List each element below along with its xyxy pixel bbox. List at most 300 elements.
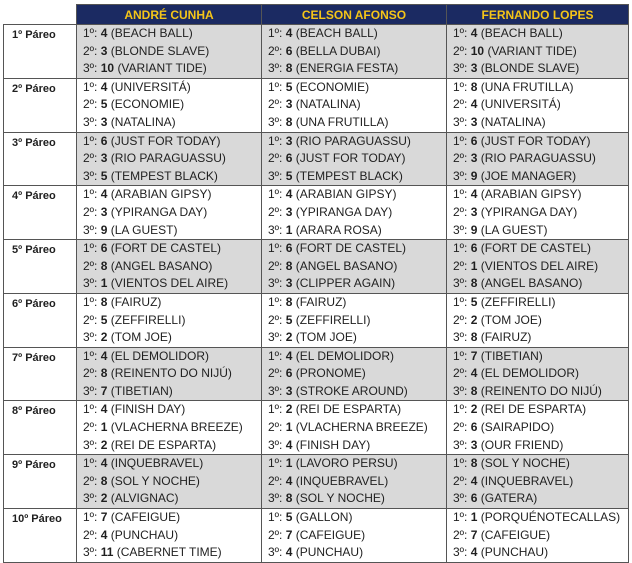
horse-name: (REINENTO DO NIJÚ) <box>110 366 232 381</box>
pick-position: 2º: <box>268 204 283 219</box>
picks-cell-andre-cunha <box>77 186 262 240</box>
pick-number: 9 <box>100 222 108 237</box>
pick-line <box>77 96 261 114</box>
pick-line <box>77 544 261 562</box>
pick-line <box>262 348 446 366</box>
pick-number: 1 <box>470 510 478 525</box>
column-header-celson-afonso: CELSON AFONSO <box>262 5 447 25</box>
horse-name: (BLONDE SLAVE) <box>480 61 580 76</box>
pick-position: 2º: <box>453 420 468 435</box>
pick-line <box>77 150 261 168</box>
horse-name: (REINENTO DO NIJÚ) <box>480 383 602 398</box>
horse-name: (FINISH DAY) <box>110 402 186 417</box>
pick-position: 3º: <box>268 222 283 237</box>
horse-name: (BELLA DUBAI) <box>295 43 381 58</box>
pick-number: 1 <box>100 420 108 435</box>
pick-number: 8 <box>100 294 108 309</box>
race-row <box>4 186 629 240</box>
horse-name: (TOM JOE) <box>295 330 357 345</box>
horse-name: (SOL Y NOCHE) <box>110 473 200 488</box>
picks-cell-andre-cunha <box>77 293 262 347</box>
horse-name: (PUNCHAU) <box>110 527 179 542</box>
pick-number: 1 <box>285 222 293 237</box>
pick-position: 3º: <box>268 437 283 452</box>
pick-number: 6 <box>100 241 108 256</box>
pick-line <box>77 43 261 61</box>
race-row <box>4 293 629 347</box>
pick-number: 9 <box>470 222 478 237</box>
pick-position: 1º: <box>83 402 98 417</box>
horse-name: (YPIRANGA DAY) <box>480 204 578 219</box>
pick-line <box>77 204 261 222</box>
horse-name: (FAIRUZ) <box>480 330 532 345</box>
pick-line <box>262 79 446 97</box>
horse-name: (ENERGIA FESTA) <box>295 61 399 76</box>
pick-position: 3º: <box>83 437 98 452</box>
header-corner <box>4 5 77 25</box>
picks-cell-andre-cunha <box>77 240 262 294</box>
picks-cell-celson-afonso <box>262 186 447 240</box>
pick-line <box>262 114 446 132</box>
pick-position: 2º: <box>83 151 98 166</box>
pick-position: 2º: <box>453 151 468 166</box>
horse-name: (NATALINA) <box>295 97 361 112</box>
horse-name: (LA GUEST) <box>480 222 548 237</box>
pick-number: 5 <box>100 168 108 183</box>
pick-position: 2º: <box>83 97 98 112</box>
horse-name: (PUNCHAU) <box>480 545 549 560</box>
pick-number: 4 <box>100 456 108 471</box>
pick-line <box>262 96 446 114</box>
pick-line <box>447 222 628 240</box>
pick-line <box>262 60 446 78</box>
pick-line <box>447 490 628 508</box>
pick-line <box>447 25 628 43</box>
horse-name: (CABERNET TIME) <box>116 545 222 560</box>
pick-position: 1º: <box>453 79 468 94</box>
horse-name: (INQUEBRAVEL) <box>295 473 389 488</box>
horse-name: (FAIRUZ) <box>110 294 162 309</box>
picks-cell-celson-afonso <box>262 25 447 79</box>
pick-line <box>262 455 446 473</box>
horse-name: (ANGEL BASANO) <box>110 258 213 273</box>
pick-line <box>447 312 628 330</box>
tips-table <box>3 4 629 563</box>
pick-line <box>77 490 261 508</box>
pick-line <box>262 275 446 293</box>
pick-position: 1º: <box>83 348 98 363</box>
pick-position: 1º: <box>83 187 98 202</box>
pick-number: 8 <box>100 473 108 488</box>
pick-number: 7 <box>100 383 108 398</box>
pick-position: 1º: <box>83 241 98 256</box>
pick-position: 1º: <box>453 26 468 40</box>
pick-position: 3º: <box>83 545 98 560</box>
horse-name: (JOE MANAGER) <box>480 168 577 183</box>
picks-cell-celson-afonso <box>262 240 447 294</box>
horse-name: (VIENTOS DEL AIRE) <box>110 276 229 291</box>
pick-position: 2º: <box>268 312 283 327</box>
pick-position: 2º: <box>83 420 98 435</box>
picks-cell-andre-cunha <box>77 509 262 563</box>
horse-name: (RIO PARAGUASSU) <box>295 133 411 148</box>
pick-line <box>77 473 261 491</box>
horse-name: (EL DEMOLIDOR) <box>480 366 579 381</box>
pick-number: 8 <box>285 294 293 309</box>
horse-name: (INQUEBRAVEL) <box>480 473 574 488</box>
pick-number: 8 <box>470 456 478 471</box>
pick-line <box>262 186 446 204</box>
pick-position: 2º: <box>268 527 283 542</box>
pick-line <box>447 204 628 222</box>
pick-number: 3 <box>100 43 108 58</box>
pick-number: 6 <box>285 151 293 166</box>
pick-position: 2º: <box>453 312 468 327</box>
horse-name: (RIO PARAGUASSU) <box>480 151 596 166</box>
horse-name: (FORT DE CASTEL) <box>295 241 407 256</box>
pick-line <box>447 150 628 168</box>
picks-cell-fernando-lopes <box>447 78 629 132</box>
horse-name: (FORT DE CASTEL) <box>110 241 222 256</box>
pick-line <box>447 43 628 61</box>
horse-name: (BEACH BALL) <box>295 26 378 40</box>
picks-cell-celson-afonso <box>262 293 447 347</box>
pick-number: 8 <box>285 491 293 506</box>
pick-line <box>447 419 628 437</box>
horse-name: (ARARA ROSA) <box>295 222 382 237</box>
pick-position: 1º: <box>268 348 283 363</box>
pick-line <box>447 258 628 276</box>
horse-name: (EL DEMOLIDOR) <box>295 348 394 363</box>
pick-position: 3º: <box>453 61 468 76</box>
pick-number: 5 <box>285 79 293 94</box>
race-label: 4º Páreo <box>4 186 77 240</box>
pick-number: 4 <box>100 348 108 363</box>
pick-number: 2 <box>470 312 478 327</box>
pick-position: 1º: <box>268 79 283 94</box>
pick-line <box>447 401 628 419</box>
pick-line <box>262 133 446 151</box>
pick-line <box>77 383 261 401</box>
picks-cell-andre-cunha <box>77 78 262 132</box>
picks-cell-celson-afonso <box>262 347 447 401</box>
horse-name: (ECONOMIE) <box>110 97 185 112</box>
pick-line <box>77 312 261 330</box>
pick-number: 5 <box>100 312 108 327</box>
race-label: 5º Páreo <box>4 240 77 294</box>
pick-number: 3 <box>470 61 478 76</box>
pick-position: 1º: <box>453 187 468 202</box>
pick-number: 1 <box>285 420 293 435</box>
pick-number: 5 <box>285 312 293 327</box>
pick-position: 2º: <box>268 43 283 58</box>
horse-name: (ARABIAN GIPSY) <box>480 187 582 202</box>
pick-position: 3º: <box>268 491 283 506</box>
pick-line <box>262 258 446 276</box>
horse-name: (ARABIAN GIPSY) <box>110 187 212 202</box>
race-label: 6º Páreo <box>4 293 77 347</box>
horse-name: (VIENTOS DEL AIRE) <box>480 258 599 273</box>
pick-number: 3 <box>285 133 293 148</box>
pick-position: 2º: <box>453 97 468 112</box>
pick-line <box>262 401 446 419</box>
horse-name: (EL DEMOLIDOR) <box>110 348 209 363</box>
horse-name: (GATERA) <box>480 491 538 506</box>
pick-line <box>77 133 261 151</box>
horse-name: (SAIRAPIDO) <box>480 420 555 435</box>
race-label: 7º Páreo <box>4 347 77 401</box>
pick-number: 4 <box>285 187 293 202</box>
pick-line <box>262 509 446 527</box>
pick-position: 1º: <box>453 133 468 148</box>
picks-cell-fernando-lopes <box>447 186 629 240</box>
pick-position: 1º: <box>453 402 468 417</box>
pick-number: 8 <box>470 383 478 398</box>
pick-number: 1 <box>285 456 293 471</box>
horse-name: (TOM JOE) <box>110 330 172 345</box>
picks-cell-fernando-lopes <box>447 132 629 186</box>
pick-line <box>77 186 261 204</box>
pick-number: 8 <box>100 258 108 273</box>
picks-cell-celson-afonso <box>262 509 447 563</box>
pick-number: 7 <box>100 510 108 525</box>
pick-line <box>447 348 628 366</box>
pick-line <box>447 294 628 312</box>
pick-number: 8 <box>470 330 478 345</box>
pick-position: 3º: <box>268 114 283 129</box>
pick-number: 7 <box>285 527 293 542</box>
pick-number: 6 <box>470 133 478 148</box>
pick-number: 3 <box>285 276 293 291</box>
pick-number: 6 <box>470 420 478 435</box>
pick-line <box>262 222 446 240</box>
pick-position: 2º: <box>83 366 98 381</box>
pick-number: 7 <box>470 348 478 363</box>
picks-cell-celson-afonso <box>262 401 447 455</box>
horse-name: (LA GUEST) <box>110 222 178 237</box>
pick-number: 4 <box>285 437 293 452</box>
pick-position: 1º: <box>268 402 283 417</box>
picks-cell-andre-cunha <box>77 401 262 455</box>
horse-name: (VLACHERNA BREEZE) <box>295 420 428 435</box>
horse-name: (VLACHERNA BREEZE) <box>110 420 243 435</box>
pick-line <box>447 133 628 151</box>
horse-name: (RIO PARAGUASSU) <box>110 151 226 166</box>
pick-line <box>262 437 446 455</box>
pick-position: 1º: <box>453 294 468 309</box>
pick-number: 2 <box>100 437 108 452</box>
horse-name: (UNA FRUTILLA) <box>295 114 389 129</box>
race-label: 2º Páreo <box>4 78 77 132</box>
pick-position: 3º: <box>83 114 98 129</box>
horse-name: (JUST FOR TODAY) <box>295 151 406 166</box>
pick-number: 4 <box>100 26 108 40</box>
race-label: 1º Páreo <box>4 25 77 79</box>
pick-number: 8 <box>470 79 478 94</box>
pick-position: 3º: <box>83 61 98 76</box>
picks-cell-fernando-lopes <box>447 455 629 509</box>
pick-line <box>447 79 628 97</box>
pick-position: 1º: <box>453 241 468 256</box>
pick-line <box>447 383 628 401</box>
pick-line <box>262 204 446 222</box>
pick-position: 1º: <box>268 456 283 471</box>
pick-number: 3 <box>470 151 478 166</box>
pick-line <box>447 186 628 204</box>
pick-position: 2º: <box>453 258 468 273</box>
pick-position: 2º: <box>83 527 98 542</box>
horse-name: (CLIPPER AGAIN) <box>295 276 396 291</box>
pick-number: 3 <box>470 437 478 452</box>
pick-position: 3º: <box>268 545 283 560</box>
pick-number: 7 <box>470 527 478 542</box>
pick-line <box>77 79 261 97</box>
pick-position: 2º: <box>268 366 283 381</box>
race-row <box>4 509 629 563</box>
pick-number: 2 <box>285 330 293 345</box>
pick-number: 4 <box>285 473 293 488</box>
pick-line <box>262 527 446 545</box>
pick-position: 3º: <box>453 491 468 506</box>
pick-line <box>447 60 628 78</box>
pick-line <box>262 312 446 330</box>
pick-position: 2º: <box>268 473 283 488</box>
picks-cell-fernando-lopes <box>447 25 629 79</box>
pick-line <box>77 60 261 78</box>
pick-number: 8 <box>285 114 293 129</box>
pick-position: 1º: <box>268 133 283 148</box>
pick-position: 2º: <box>453 527 468 542</box>
pick-position: 2º: <box>268 97 283 112</box>
pick-position: 1º: <box>83 26 98 40</box>
pick-position: 1º: <box>453 510 468 525</box>
pick-position: 2º: <box>268 151 283 166</box>
pick-line <box>447 473 628 491</box>
pick-line <box>447 455 628 473</box>
pick-line <box>447 168 628 186</box>
race-label: 8º Páreo <box>4 401 77 455</box>
pick-position: 3º: <box>268 168 283 183</box>
pick-position: 1º: <box>268 294 283 309</box>
pick-position: 2º: <box>453 204 468 219</box>
race-row <box>4 240 629 294</box>
pick-position: 3º: <box>453 276 468 291</box>
pick-number: 4 <box>470 366 478 381</box>
pick-line <box>77 365 261 383</box>
horse-name: (ZEFFIRELLI) <box>295 312 371 327</box>
pick-number: 4 <box>470 545 478 560</box>
pick-line <box>262 490 446 508</box>
pick-number: 4 <box>285 348 293 363</box>
pick-position: 3º: <box>453 222 468 237</box>
picks-cell-celson-afonso <box>262 455 447 509</box>
picks-cell-celson-afonso <box>262 132 447 186</box>
horse-name: (ARABIAN GIPSY) <box>295 187 397 202</box>
picks-cell-andre-cunha <box>77 132 262 186</box>
pick-number: 8 <box>470 276 478 291</box>
pick-line <box>77 455 261 473</box>
horse-name: (BLONDE SLAVE) <box>110 43 210 58</box>
race-label: 9º Páreo <box>4 455 77 509</box>
pick-position: 3º: <box>453 330 468 345</box>
pick-line <box>262 365 446 383</box>
pick-position: 2º: <box>453 366 468 381</box>
pick-number: 1 <box>470 258 478 273</box>
horse-name: (TOM JOE) <box>480 312 542 327</box>
horse-name: (NATALINA) <box>480 114 546 129</box>
pick-line <box>447 527 628 545</box>
horse-name: (TIBETIAN) <box>480 348 543 363</box>
pick-position: 3º: <box>268 61 283 76</box>
horse-name: (STROKE AROUND) <box>295 383 408 398</box>
pick-position: 2º: <box>268 258 283 273</box>
pick-position: 3º: <box>453 383 468 398</box>
pick-line <box>447 365 628 383</box>
horse-name: (ZEFFIRELLI) <box>480 294 556 309</box>
pick-number: 3 <box>285 383 293 398</box>
pick-position: 2º: <box>268 420 283 435</box>
pick-position: 1º: <box>83 79 98 94</box>
race-row <box>4 78 629 132</box>
horse-name: (PRONOME) <box>295 366 366 381</box>
horse-name: (UNIVERSITÁ) <box>480 97 561 112</box>
horse-name: (TEMPEST BLACK) <box>110 168 218 183</box>
pick-line <box>262 419 446 437</box>
horse-name: (OUR FRIEND) <box>480 437 564 452</box>
pick-line <box>447 96 628 114</box>
race-row <box>4 132 629 186</box>
pick-line <box>262 473 446 491</box>
horse-name: (NATALINA) <box>110 114 176 129</box>
pick-number: 11 <box>100 545 114 560</box>
pick-number: 2 <box>470 402 478 417</box>
pick-number: 3 <box>100 114 108 129</box>
pick-line <box>77 258 261 276</box>
pick-line <box>447 275 628 293</box>
pick-position: 1º: <box>268 241 283 256</box>
pick-number: 8 <box>285 61 293 76</box>
horse-name: (CAFEIGUE) <box>110 510 181 525</box>
pick-number: 5 <box>470 294 478 309</box>
pick-number: 4 <box>285 26 293 40</box>
horse-name: (ANGEL BASANO) <box>480 276 583 291</box>
pick-number: 9 <box>470 168 478 183</box>
pick-position: 2º: <box>453 473 468 488</box>
race-rows <box>4 25 629 563</box>
pick-position: 1º: <box>268 187 283 202</box>
pick-position: 3º: <box>83 222 98 237</box>
pick-position: 2º: <box>83 258 98 273</box>
pick-position: 1º: <box>83 456 98 471</box>
pick-line <box>262 150 446 168</box>
pick-line <box>447 544 628 562</box>
pick-position: 3º: <box>83 276 98 291</box>
pick-number: 2 <box>100 491 108 506</box>
horse-name: (REI DE ESPARTA) <box>480 402 587 417</box>
pick-position: 3º: <box>268 383 283 398</box>
picks-cell-fernando-lopes <box>447 347 629 401</box>
horse-name: (YPIRANGA DAY) <box>295 204 393 219</box>
pick-line <box>262 294 446 312</box>
header-row <box>4 5 629 25</box>
picks-cell-fernando-lopes <box>447 293 629 347</box>
pick-position: 3º: <box>268 330 283 345</box>
pick-number: 6 <box>470 491 478 506</box>
pick-number: 5 <box>285 510 293 525</box>
pick-position: 1º: <box>453 456 468 471</box>
pick-position: 2º: <box>83 473 98 488</box>
column-header-fernando-lopes: FERNANDO LOPES <box>447 5 629 25</box>
